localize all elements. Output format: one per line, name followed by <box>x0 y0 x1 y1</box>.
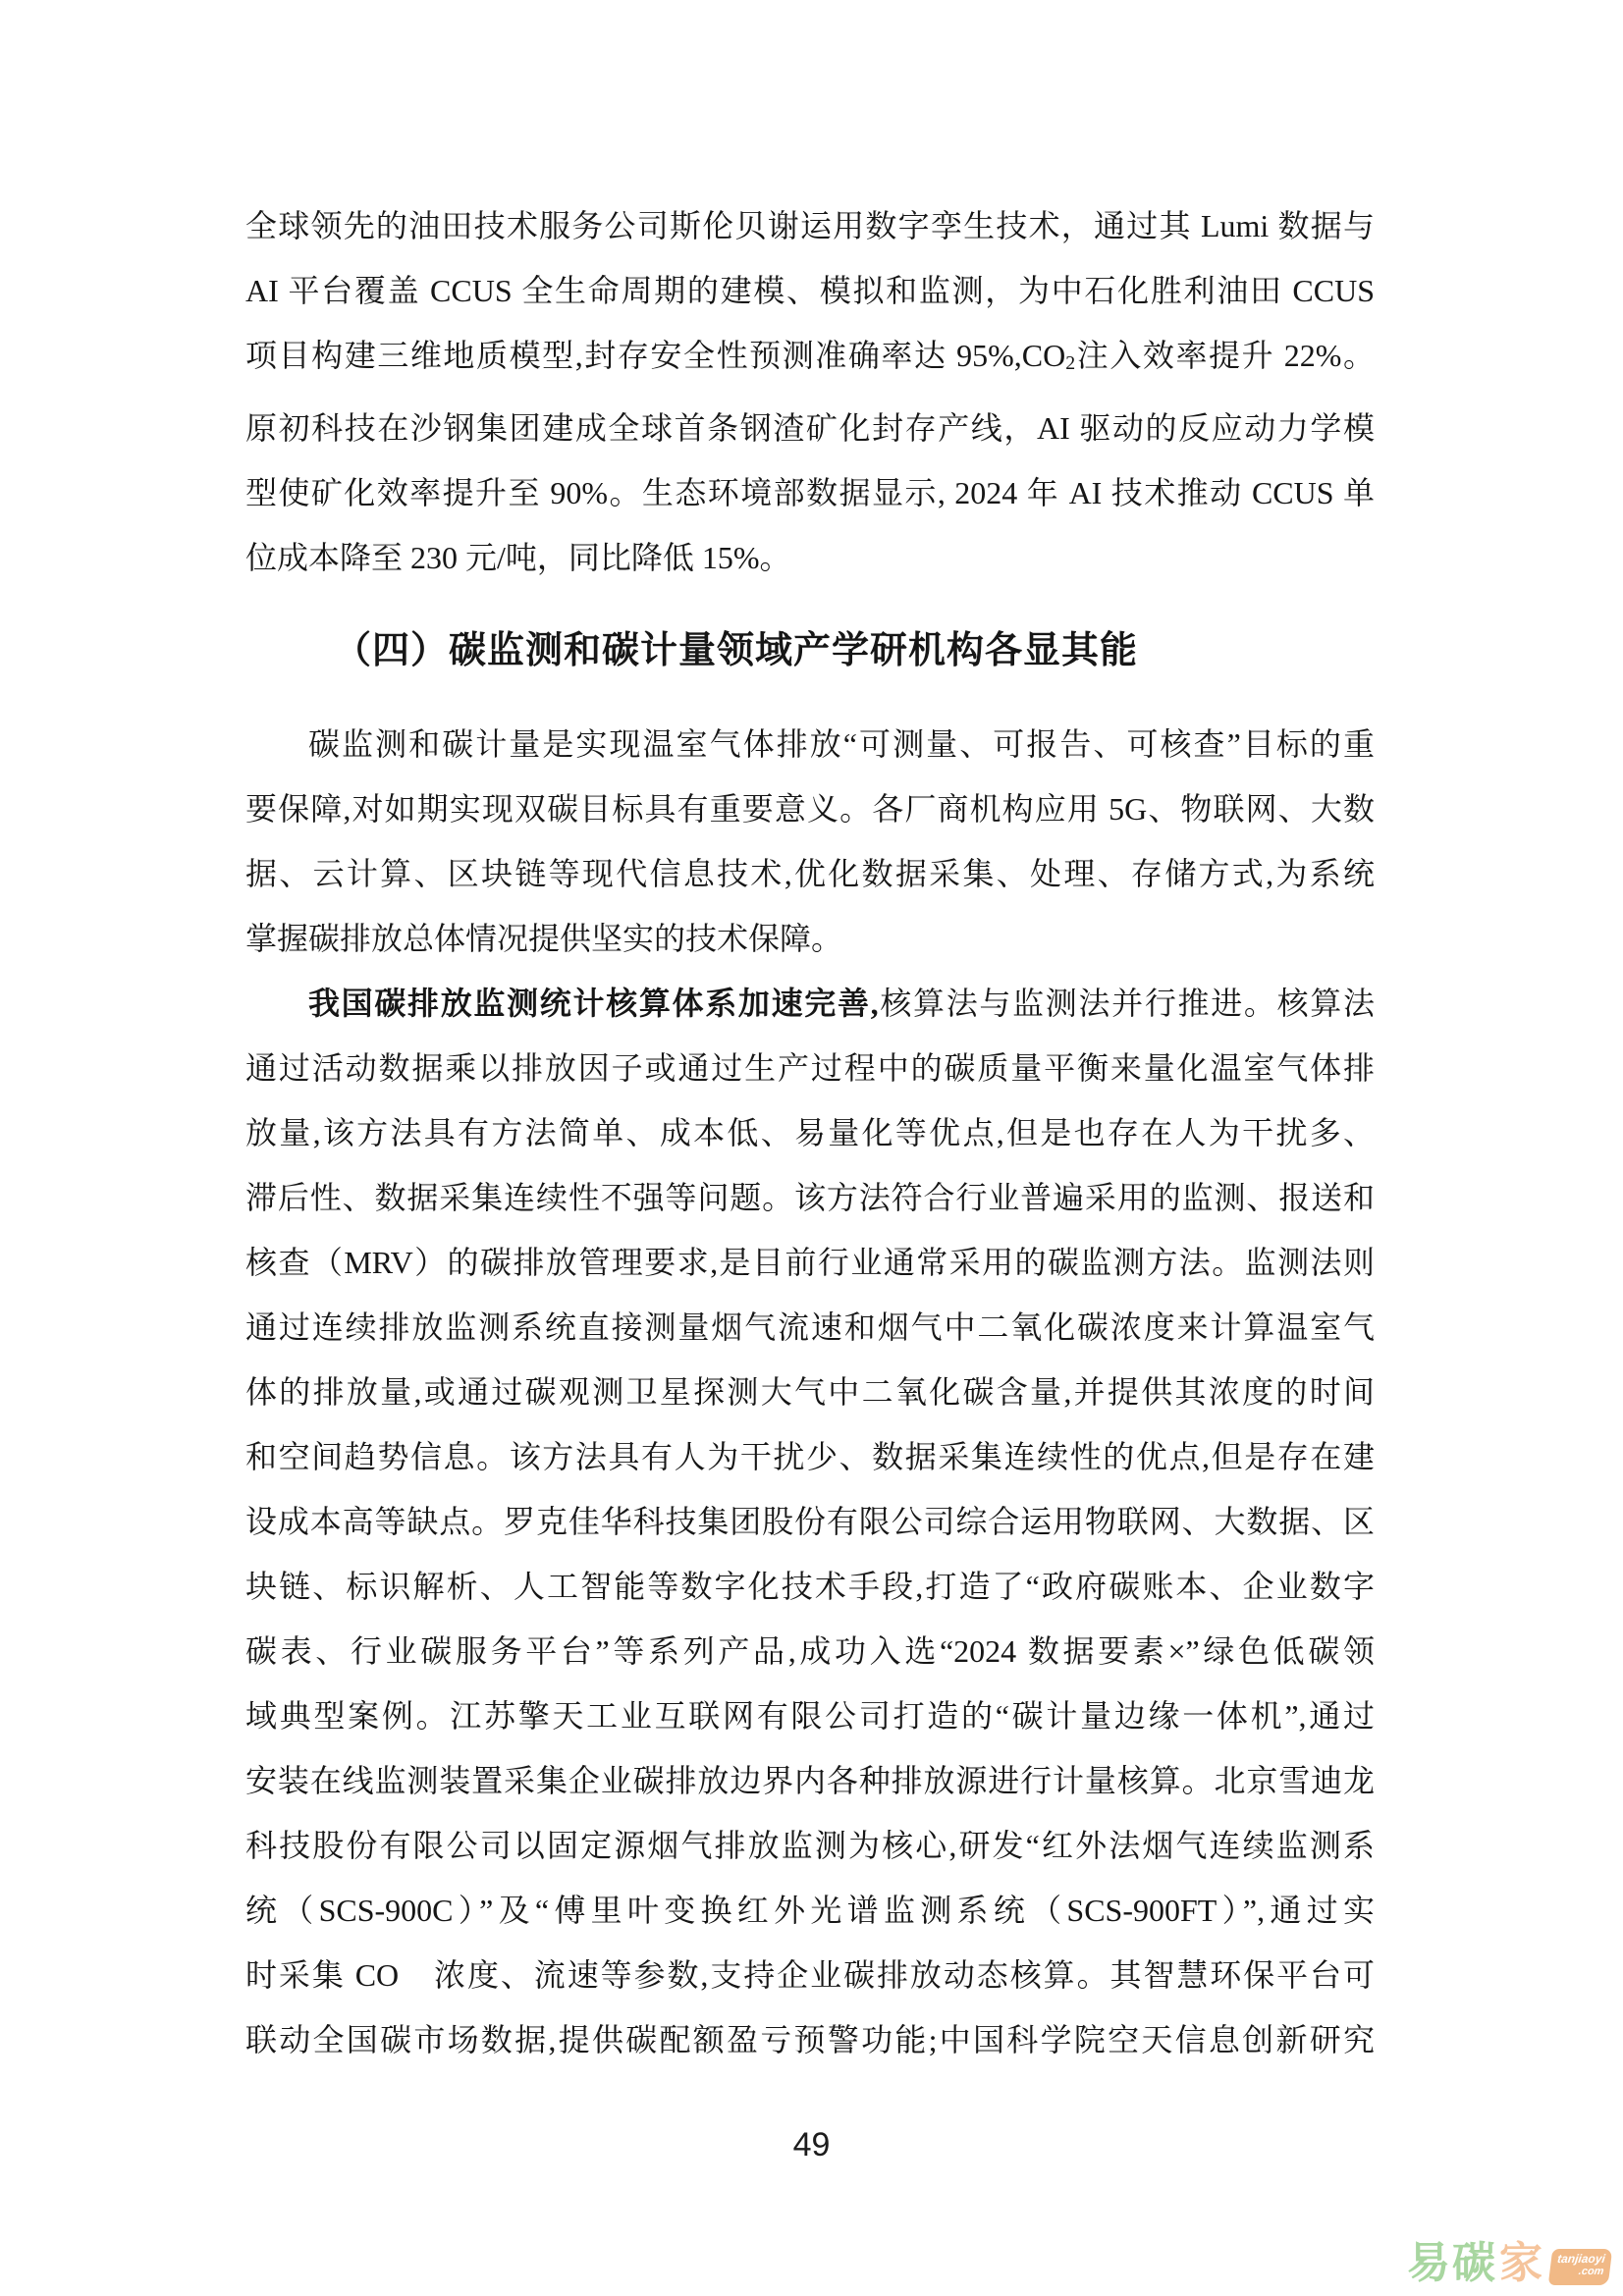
document-body <box>245 193 1375 2072</box>
text-line: 块链、标识解析、人工智能等数字化技术手段,打造了“政府碳账本、企业数字 <box>245 1568 1375 1604</box>
text-line: 碳表、行业碳服务平台”等系列产品,成功入选“2024 数据要素×”绿色低碳领 <box>245 1632 1375 1669</box>
text-line: 滞后性、数据采集连续性不强等问题。该方法符合行业普遍采用的监测、报送和 <box>245 1179 1375 1215</box>
text-line: 型使矿化效率提升至 90%。生态环境部数据显示, 2024 年 AI 技术推动 CCUS 单 <box>245 474 1375 510</box>
text-line: 安装在线监测装置采集企业碳排放边界内各种排放源进行计量核算。北京雪迪龙 <box>245 1762 1375 1798</box>
subscript-text: 2 <box>1065 351 1076 374</box>
text-line: 通过活动数据乘以排放因子或通过生产过程中的碳质量平衡来量化温室气体排 <box>245 1049 1375 1086</box>
text-line: 统（SCS-900C）”及“傅里叶变换红外光谱监测系统（SCS-900FT）”,通过实 <box>245 1892 1375 1928</box>
text-line: 体的排放量,或通过碳观测卫星探测大气中二氧化碳含量,并提供其浓度的时间 <box>245 1373 1375 1410</box>
text-line: 设成本高等缺点。罗克佳华科技集团股份有限公司综合运用物联网、大数据、区 <box>245 1503 1375 1539</box>
paragraph <box>245 193 1375 590</box>
text-line: 原初科技在沙钢集团建成全球首条钢渣矿化封存产线，AI 驱动的反应动力学模 <box>245 409 1375 446</box>
page-number: 49 <box>792 2126 831 2163</box>
paragraph <box>245 712 1375 971</box>
text-line: 项目构建三维地质模型,封存安全性预测准确率达 95%,CO2注入效率提升 22%。 <box>245 338 1375 374</box>
watermark-badge-domain: tanjiaoyi <box>1556 2252 1606 2266</box>
text-line: 域典型案例。江苏擎天工业互联网有限公司打造的“碳计量边缘一体机”,通过 <box>245 1697 1375 1734</box>
text-line: 联动全国碳市场数据,提供碳配额盈亏预警功能;中国科学院空天信息创新研究 <box>245 2021 1375 2057</box>
paragraph <box>245 971 1375 2072</box>
text-line: 全球领先的油田技术服务公司斯伦贝谢运用数字孪生技术，通过其 Lumi 数据与 <box>245 208 1375 243</box>
text-line: 时采集 CO 浓度、流速等参数,支持企业碳排放动态核算。其智慧环保平台可 <box>245 1956 1375 1993</box>
watermark-text-orange: 家 <box>1499 2239 1544 2287</box>
watermark-badge-tld: .com <box>1578 2266 1605 2277</box>
watermark-badge <box>1548 2249 1613 2285</box>
text-line: 放量,该方法具有方法简单、成本低、易量化等优点,但是也存在人为干扰多、 <box>245 1114 1375 1150</box>
text-line: 碳监测和碳计量是实现温室气体排放“可测量、可报告、可核查”目标的重 <box>308 725 1375 762</box>
text-line: 通过连续排放监测系统直接测量烟气流速和烟气中二氧化碳浓度来计算温室气 <box>245 1308 1375 1345</box>
text-line: 我国碳排放监测统计核算体系加速完善,核算法与监测法并行推进。核算法 <box>308 985 1375 1021</box>
watermark-logo <box>1407 2240 1610 2287</box>
section-heading: （四）碳监测和碳计量领域产学研机构各显其能 <box>334 629 1139 671</box>
text-line: 要保障,对如期实现双碳目标具有重要意义。各厂商机构应用 5G、物联网、大数 <box>245 790 1375 827</box>
bold-text: 我国碳排放监测统计核算体系加速完善, <box>308 985 879 1021</box>
text-line: 据、云计算、区块链等现代信息技术,优化数据采集、处理、存储方式,为系统 <box>245 855 1375 891</box>
text-line: 位成本降至 230 元/吨，同比降低 15%。 <box>245 539 791 575</box>
text-line: 核查（MRV）的碳排放管理要求,是目前行业通常采用的碳监测方法。监测法则 <box>245 1244 1375 1280</box>
text-line: 科技股份有限公司以固定源烟气排放监测为核心,研发“红外法烟气连续监测系 <box>245 1827 1375 1863</box>
text-line: 掌握碳排放总体情况提供坚实的技术保障。 <box>245 920 843 956</box>
watermark-text-green: 易碳 <box>1407 2239 1497 2287</box>
text-line: 和空间趋势信息。该方法具有人为干扰少、数据采集连续性的优点,但是存在建 <box>245 1438 1375 1474</box>
text-line: AI 平台覆盖 CCUS 全生命周期的建模、模拟和监测，为中石化胜利油田 CCUS <box>245 273 1375 308</box>
